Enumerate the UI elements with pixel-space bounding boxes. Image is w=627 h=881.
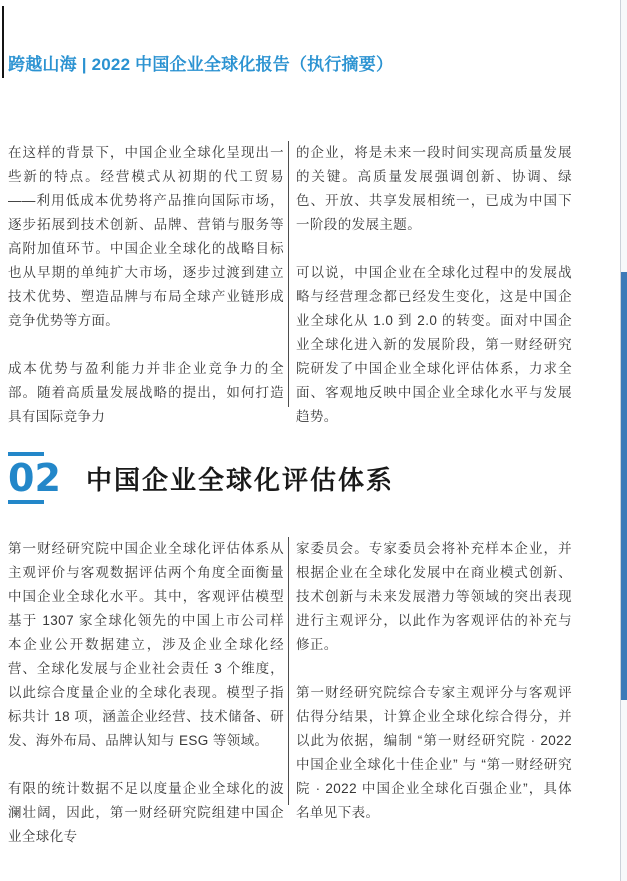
- body-paragraph: 第一财经研究院综合专家主观评分与客观评估得分结果，计算企业全球化综合得分，并以此为依据，编制 “第一财经研究院 · 2022 中国企业全球化十佳企业” 与 “第一财经研究院 · 2022 中国企业全球化百强企业”，具体名单见下表。: [296, 685, 572, 820]
- intro-left-column: [8, 141, 284, 424]
- body-paragraph: 家委员会。专家委员会将补充样本企业，并根据企业在全球化发展中在商业模式创新、技术创新与未来发展潜力等领域的突出表现进行主观评分，以此作为客观评估的补充与修正。: [296, 541, 572, 652]
- body-paragraph: 第一财经研究院中国企业全球化评估体系从主观评价与客观数据评估两个角度全面衡量中国企业全球化水平。其中，客观评估模型基于 1307 家全球化领先的中国上市公司样本企业公开数据建立，涉及企业全球化经营、全球化发展与企业社会责任 3 个维度，以此综合度量企业的全球化表现。模型子指标共计 18 项，涵盖企业经营、技术储备、研发、海外布局、品牌认知与 ESG 等领域。: [8, 541, 284, 748]
- evaluation-right-column: [296, 537, 572, 820]
- section-number-block: [8, 452, 61, 504]
- evaluation-left-column: [8, 537, 284, 844]
- column-divider: [288, 141, 289, 407]
- body-paragraph: 的企业，将是未来一段时间实现高质量发展的关键。高质量发展强调创新、协调、绿色、开放、共享发展相统一，已成为中国下一阶段的发展主题。: [296, 145, 572, 232]
- evaluation-section: [8, 537, 573, 844]
- section-number: 02: [8, 456, 61, 500]
- intro-right-column: [296, 141, 572, 424]
- section-number-bar-bottom: [8, 500, 44, 504]
- body-paragraph: 在这样的背景下，中国企业全球化呈现出一些新的特点。经营模式从初期的代工贸易——利用低成本优势将产品推向国际市场，逐步拓展到技术创新、品牌、营销与服务等高附加值环节。中国企业全球化的战略目标也从早期的单纯扩大市场，逐步过渡到建立技术优势、塑造品牌与布局全球产业链形成竞争优势等方面。: [8, 145, 284, 328]
- page-edge-tick: [2, 6, 4, 78]
- body-paragraph: 成本优势与盈利能力并非企业竞争力的全部。随着高质量发展战略的提出，如何打造具有国际竞争力: [8, 361, 284, 424]
- report-header-title: 跨越山海 | 2022 中国企业全球化报告（执行摘要）: [8, 55, 394, 74]
- section-heading: [8, 452, 394, 504]
- section-title: 中国企业全球化评估体系: [86, 464, 395, 495]
- intro-section: [8, 141, 573, 424]
- body-paragraph: 有限的统计数据不足以度量企业全球化的波澜壮阔，因此，第一财经研究院组建中国企业全球化专: [8, 781, 284, 844]
- body-paragraph: 可以说，中国企业在全球化过程中的发展战略与经营理念都已经发生变化，这是中国企业全球化从 1.0 到 2.0 的转变。面对中国企业全球化进入新的发展阶段，第一财经研究院研发了中国企业全球化评估体系，力求全面、客观地反映中国企业全球化水平与发展趋势。: [296, 265, 572, 424]
- column-divider: [288, 537, 289, 805]
- right-accent-bar: [621, 272, 627, 700]
